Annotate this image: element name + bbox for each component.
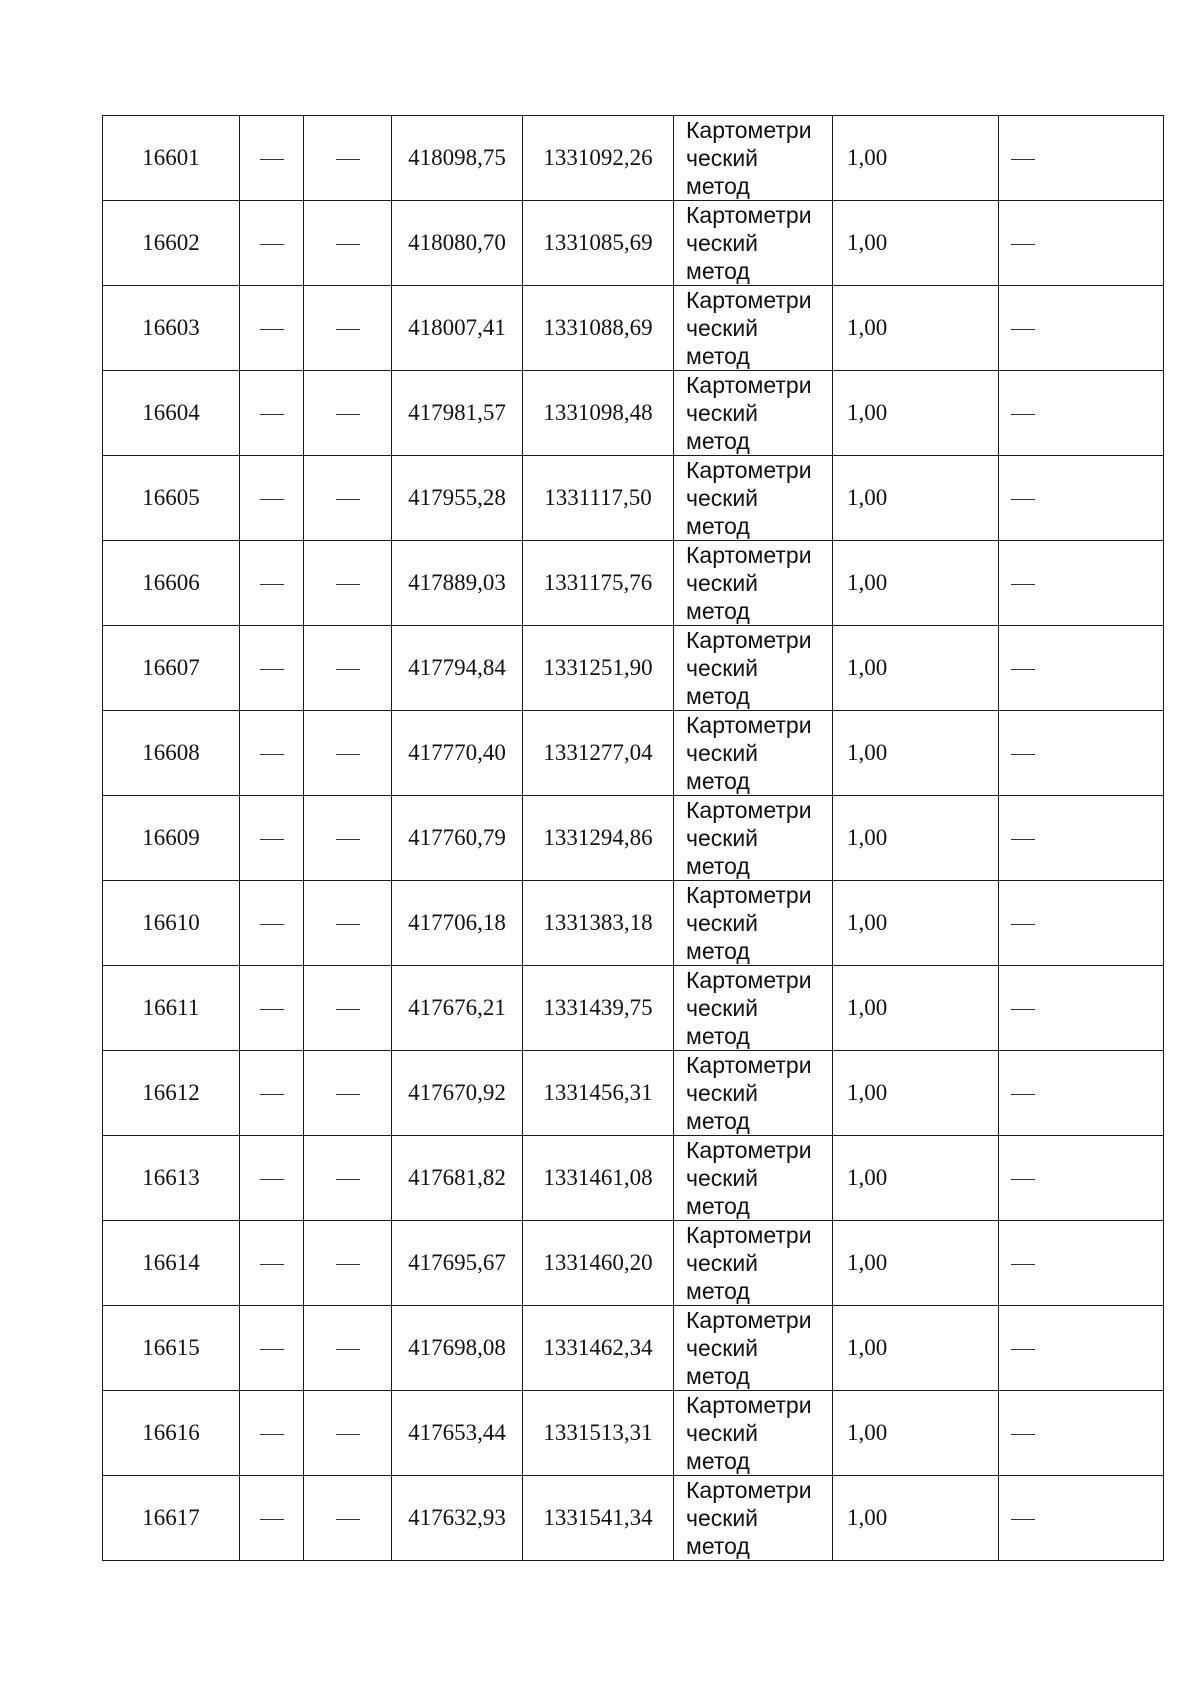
y-coordinate-cell: 1331462,34 — [523, 1306, 674, 1391]
method-text-line: метод — [686, 768, 750, 794]
accuracy-cell: 1,00 — [833, 711, 999, 796]
method-cell — [674, 1391, 833, 1476]
dash-mark — [1011, 754, 1035, 755]
empty-value-cell — [240, 881, 304, 966]
y-coordinate-cell: 1331456,31 — [523, 1051, 674, 1136]
method-text-line: Картометри — [686, 627, 812, 653]
method-text-line: Картометри — [686, 1137, 812, 1163]
y-coordinate-cell: 1331277,04 — [523, 711, 674, 796]
empty-value-cell — [999, 1476, 1164, 1561]
empty-value-cell — [999, 286, 1164, 371]
dash-mark — [1011, 414, 1035, 415]
method-text-line: Картометри — [686, 1222, 812, 1248]
empty-value-cell — [999, 116, 1164, 201]
accuracy-cell: 1,00 — [833, 966, 999, 1051]
method-text-line: метод — [686, 683, 750, 709]
point-number-cell: 16612 — [103, 1051, 240, 1136]
method-text-line: ческий — [686, 655, 759, 681]
table-body — [103, 116, 1164, 1561]
method-text-line: метод — [686, 1108, 750, 1134]
dash-mark — [260, 584, 284, 585]
accuracy-cell: 1,00 — [833, 1476, 999, 1561]
x-coordinate-cell: 417770,40 — [392, 711, 523, 796]
empty-value-cell — [240, 1221, 304, 1306]
dash-mark — [336, 159, 360, 160]
empty-value-cell — [240, 1306, 304, 1391]
table-row — [103, 456, 1164, 541]
empty-value-cell — [304, 116, 392, 201]
table-row — [103, 371, 1164, 456]
method-text-line: ческий — [686, 315, 759, 341]
method-text-line: ческий — [686, 825, 759, 851]
table-row — [103, 966, 1164, 1051]
method-cell — [674, 286, 833, 371]
method-text-line: ческий — [686, 145, 759, 171]
empty-value-cell — [240, 1136, 304, 1221]
empty-value-cell — [304, 371, 392, 456]
dash-mark — [260, 669, 284, 670]
dash-mark — [336, 329, 360, 330]
empty-value-cell — [999, 1051, 1164, 1136]
dash-mark — [1011, 1009, 1035, 1010]
table-row — [103, 116, 1164, 201]
dash-mark — [336, 754, 360, 755]
method-cell — [674, 116, 833, 201]
empty-value-cell — [304, 456, 392, 541]
method-text-line: Картометри — [686, 372, 812, 398]
method-text-line: метод — [686, 938, 750, 964]
table-row — [103, 881, 1164, 966]
empty-value-cell — [240, 1051, 304, 1136]
point-number-cell: 16611 — [103, 966, 240, 1051]
empty-value-cell — [304, 201, 392, 286]
empty-value-cell — [304, 626, 392, 711]
method-cell — [674, 626, 833, 711]
empty-value-cell — [999, 626, 1164, 711]
empty-value-cell — [240, 1391, 304, 1476]
method-text-line: метод — [686, 1278, 750, 1304]
method-text-line: метод — [686, 1448, 750, 1474]
method-text-line: метод — [686, 1363, 750, 1389]
method-cell — [674, 1476, 833, 1561]
empty-value-cell — [304, 1391, 392, 1476]
dash-mark — [260, 924, 284, 925]
method-text-line: метод — [686, 1193, 750, 1219]
accuracy-cell: 1,00 — [833, 541, 999, 626]
table-row — [103, 1221, 1164, 1306]
method-text-line: Картометри — [686, 797, 812, 823]
dash-mark — [260, 1094, 284, 1095]
y-coordinate-cell: 1331439,75 — [523, 966, 674, 1051]
method-text-line: Картометри — [686, 1307, 812, 1333]
empty-value-cell — [240, 456, 304, 541]
point-number-cell: 16616 — [103, 1391, 240, 1476]
accuracy-cell: 1,00 — [833, 626, 999, 711]
dash-mark — [1011, 499, 1035, 500]
accuracy-cell: 1,00 — [833, 456, 999, 541]
dash-mark — [336, 1519, 360, 1520]
x-coordinate-cell: 417794,84 — [392, 626, 523, 711]
dash-mark — [1011, 1349, 1035, 1350]
empty-value-cell — [999, 1306, 1164, 1391]
method-text-line: метод — [686, 513, 750, 539]
table-row — [103, 541, 1164, 626]
method-text-line: метод — [686, 853, 750, 879]
x-coordinate-cell: 418080,70 — [392, 201, 523, 286]
method-text-line: метод — [686, 1023, 750, 1049]
dash-mark — [336, 1434, 360, 1435]
y-coordinate-cell: 1331085,69 — [523, 201, 674, 286]
empty-value-cell — [240, 626, 304, 711]
empty-value-cell — [304, 796, 392, 881]
empty-value-cell — [999, 796, 1164, 881]
method-text-line: Картометри — [686, 287, 812, 313]
method-text-line: ческий — [686, 230, 759, 256]
method-text-line: Картометри — [686, 202, 812, 228]
table-row — [103, 711, 1164, 796]
empty-value-cell — [304, 286, 392, 371]
empty-value-cell — [240, 286, 304, 371]
accuracy-cell: 1,00 — [833, 201, 999, 286]
y-coordinate-cell: 1331251,90 — [523, 626, 674, 711]
y-coordinate-cell: 1331175,76 — [523, 541, 674, 626]
accuracy-cell: 1,00 — [833, 881, 999, 966]
method-text-line: Картометри — [686, 1477, 812, 1503]
method-text-line: ческий — [686, 1335, 759, 1361]
point-number-cell: 16605 — [103, 456, 240, 541]
method-cell — [674, 1306, 833, 1391]
method-cell — [674, 881, 833, 966]
point-number-cell: 16604 — [103, 371, 240, 456]
empty-value-cell — [999, 881, 1164, 966]
method-text-line: ческий — [686, 1505, 759, 1531]
empty-value-cell — [304, 1476, 392, 1561]
dash-mark — [1011, 1434, 1035, 1435]
empty-value-cell — [304, 541, 392, 626]
point-number-cell: 16615 — [103, 1306, 240, 1391]
empty-value-cell — [999, 711, 1164, 796]
y-coordinate-cell: 1331513,31 — [523, 1391, 674, 1476]
y-coordinate-cell: 1331461,08 — [523, 1136, 674, 1221]
dash-mark — [260, 1009, 284, 1010]
method-cell — [674, 456, 833, 541]
table-row — [103, 286, 1164, 371]
y-coordinate-cell: 1331460,20 — [523, 1221, 674, 1306]
accuracy-cell: 1,00 — [833, 116, 999, 201]
dash-mark — [1011, 839, 1035, 840]
x-coordinate-cell: 417632,93 — [392, 1476, 523, 1561]
dash-mark — [336, 1009, 360, 1010]
y-coordinate-cell: 1331092,26 — [523, 116, 674, 201]
x-coordinate-cell: 417670,92 — [392, 1051, 523, 1136]
dash-mark — [260, 1519, 284, 1520]
table-row — [103, 1476, 1164, 1561]
dash-mark — [1011, 1179, 1035, 1180]
dash-mark — [260, 1264, 284, 1265]
method-text-line: метод — [686, 428, 750, 454]
method-text-line: метод — [686, 1533, 750, 1559]
x-coordinate-cell: 417889,03 — [392, 541, 523, 626]
empty-value-cell — [999, 1391, 1164, 1476]
method-text-line: метод — [686, 343, 750, 369]
dash-mark — [1011, 1094, 1035, 1095]
method-text-line: ческий — [686, 740, 759, 766]
dash-mark — [336, 584, 360, 585]
method-text-line: ческий — [686, 570, 759, 596]
dash-mark — [260, 754, 284, 755]
x-coordinate-cell: 417706,18 — [392, 881, 523, 966]
point-number-cell: 16606 — [103, 541, 240, 626]
x-coordinate-cell: 417653,44 — [392, 1391, 523, 1476]
point-number-cell: 16614 — [103, 1221, 240, 1306]
method-text-line: ческий — [686, 485, 759, 511]
dash-mark — [1011, 244, 1035, 245]
x-coordinate-cell: 417760,79 — [392, 796, 523, 881]
point-number-cell: 16603 — [103, 286, 240, 371]
dash-mark — [260, 1349, 284, 1350]
table-row — [103, 1051, 1164, 1136]
method-cell — [674, 201, 833, 286]
method-text-line: Картометри — [686, 967, 812, 993]
dash-mark — [336, 839, 360, 840]
point-number-cell: 16609 — [103, 796, 240, 881]
method-cell — [674, 541, 833, 626]
empty-value-cell — [999, 541, 1164, 626]
accuracy-cell: 1,00 — [833, 1221, 999, 1306]
accuracy-cell: 1,00 — [833, 371, 999, 456]
accuracy-cell: 1,00 — [833, 796, 999, 881]
method-text-line: ческий — [686, 1250, 759, 1276]
dash-mark — [1011, 924, 1035, 925]
empty-value-cell — [304, 1051, 392, 1136]
point-number-cell: 16602 — [103, 201, 240, 286]
y-coordinate-cell: 1331088,69 — [523, 286, 674, 371]
dash-mark — [260, 839, 284, 840]
dash-mark — [336, 1094, 360, 1095]
table-row — [103, 201, 1164, 286]
dash-mark — [336, 499, 360, 500]
dash-mark — [336, 1349, 360, 1350]
empty-value-cell — [999, 966, 1164, 1051]
dash-mark — [336, 1264, 360, 1265]
accuracy-cell: 1,00 — [833, 1136, 999, 1221]
empty-value-cell — [999, 1136, 1164, 1221]
method-text-line: ческий — [686, 400, 759, 426]
empty-value-cell — [304, 881, 392, 966]
dash-mark — [260, 329, 284, 330]
method-text-line: Картометри — [686, 542, 812, 568]
dash-mark — [260, 1179, 284, 1180]
empty-value-cell — [240, 201, 304, 286]
dash-mark — [336, 244, 360, 245]
method-text-line: Картометри — [686, 1392, 812, 1418]
dash-mark — [1011, 329, 1035, 330]
dash-mark — [336, 414, 360, 415]
dash-mark — [1011, 159, 1035, 160]
y-coordinate-cell: 1331383,18 — [523, 881, 674, 966]
table-row — [103, 1136, 1164, 1221]
x-coordinate-cell: 417955,28 — [392, 456, 523, 541]
dash-mark — [260, 499, 284, 500]
x-coordinate-cell: 417698,08 — [392, 1306, 523, 1391]
empty-value-cell — [240, 711, 304, 796]
dash-mark — [1011, 1519, 1035, 1520]
y-coordinate-cell: 1331294,86 — [523, 796, 674, 881]
empty-value-cell — [999, 1221, 1164, 1306]
empty-value-cell — [240, 966, 304, 1051]
point-number-cell: 16601 — [103, 116, 240, 201]
method-text-line: ческий — [686, 1080, 759, 1106]
dash-mark — [336, 1179, 360, 1180]
dash-mark — [260, 414, 284, 415]
dash-mark — [1011, 1264, 1035, 1265]
method-text-line: Картометри — [686, 882, 812, 908]
method-text-line: ческий — [686, 995, 759, 1021]
x-coordinate-cell: 417676,21 — [392, 966, 523, 1051]
method-text-line: ческий — [686, 1420, 759, 1446]
point-number-cell: 16610 — [103, 881, 240, 966]
x-coordinate-cell: 417681,82 — [392, 1136, 523, 1221]
method-text-line: метод — [686, 598, 750, 624]
empty-value-cell — [304, 1136, 392, 1221]
coordinates-table — [102, 115, 1164, 1561]
table-row — [103, 1306, 1164, 1391]
dash-mark — [260, 1434, 284, 1435]
method-cell — [674, 1051, 833, 1136]
accuracy-cell: 1,00 — [833, 1306, 999, 1391]
point-number-cell: 16608 — [103, 711, 240, 796]
empty-value-cell — [304, 1306, 392, 1391]
point-number-cell: 16607 — [103, 626, 240, 711]
empty-value-cell — [240, 371, 304, 456]
method-text-line: Картометри — [686, 712, 812, 738]
method-text-line: метод — [686, 258, 750, 284]
method-cell — [674, 1136, 833, 1221]
accuracy-cell: 1,00 — [833, 286, 999, 371]
x-coordinate-cell: 417981,57 — [392, 371, 523, 456]
empty-value-cell — [240, 1476, 304, 1561]
dash-mark — [336, 924, 360, 925]
table-row — [103, 796, 1164, 881]
table-row — [103, 626, 1164, 711]
accuracy-cell: 1,00 — [833, 1391, 999, 1476]
dash-mark — [260, 244, 284, 245]
empty-value-cell — [304, 1221, 392, 1306]
method-cell — [674, 966, 833, 1051]
method-cell — [674, 1221, 833, 1306]
method-cell — [674, 796, 833, 881]
method-text-line: ческий — [686, 1165, 759, 1191]
x-coordinate-cell: 418007,41 — [392, 286, 523, 371]
empty-value-cell — [240, 116, 304, 201]
y-coordinate-cell: 1331541,34 — [523, 1476, 674, 1561]
dash-mark — [260, 159, 284, 160]
method-cell — [674, 711, 833, 796]
y-coordinate-cell: 1331117,50 — [523, 456, 674, 541]
empty-value-cell — [999, 371, 1164, 456]
x-coordinate-cell: 417695,67 — [392, 1221, 523, 1306]
empty-value-cell — [240, 541, 304, 626]
empty-value-cell — [999, 456, 1164, 541]
method-cell — [674, 371, 833, 456]
method-text-line: Картометри — [686, 117, 812, 143]
dash-mark — [336, 669, 360, 670]
x-coordinate-cell: 418098,75 — [392, 116, 523, 201]
empty-value-cell — [304, 966, 392, 1051]
point-number-cell: 16613 — [103, 1136, 240, 1221]
point-number-cell: 16617 — [103, 1476, 240, 1561]
method-text-line: Картометри — [686, 1052, 812, 1078]
method-text-line: ческий — [686, 910, 759, 936]
dash-mark — [1011, 584, 1035, 585]
empty-value-cell — [240, 796, 304, 881]
table-row — [103, 1391, 1164, 1476]
method-text-line: метод — [686, 173, 750, 199]
accuracy-cell: 1,00 — [833, 1051, 999, 1136]
y-coordinate-cell: 1331098,48 — [523, 371, 674, 456]
empty-value-cell — [304, 711, 392, 796]
dash-mark — [1011, 669, 1035, 670]
empty-value-cell — [999, 201, 1164, 286]
method-text-line: Картометри — [686, 457, 812, 483]
